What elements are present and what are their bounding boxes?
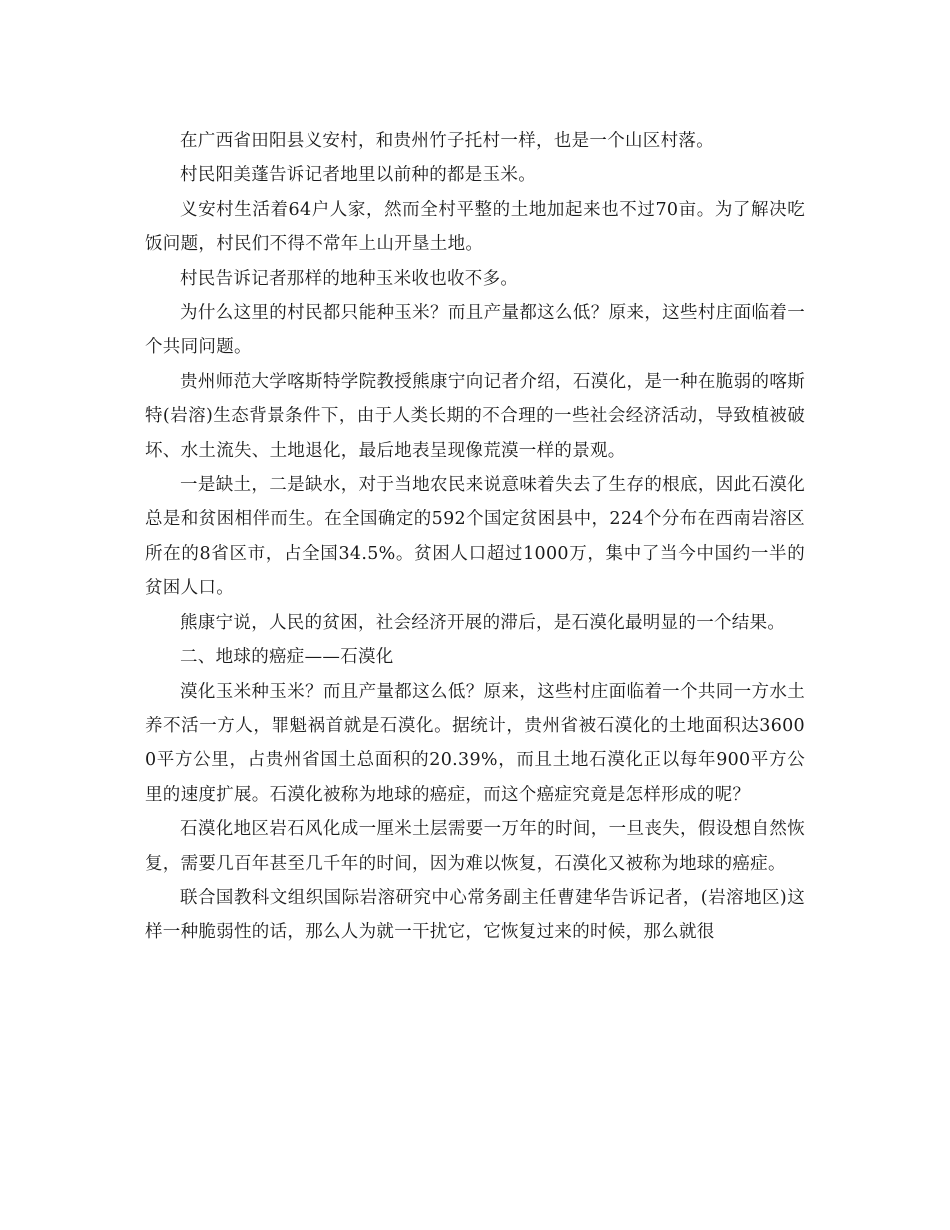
paragraph-low-yield: 村民告诉记者那样的地种玉米收也收不多。 [180, 268, 519, 289]
paragraph-rocky-desertification-definition: 贵州师范大学喀斯特学院教授熊康宁向记者介绍，石漠化，是一种在脆弱的喀斯特(岩溶)生态背景条件下，由于人类长期的不合理的一些社会经济活动，导致植被破坏、水土流失、土地退化，最后地表呈现像荒漠一样的景观。 [145, 371, 805, 461]
document-body [145, 124, 805, 950]
paragraph-unesco-karst-center: 联合国教科文组织国际岩溶研究中心常务副主任曹建华告诉记者，(岩溶地区)这样一种脆弱性的话，那么人为就一干扰它，它恢复过来的时候，那么就很 [145, 887, 805, 943]
paragraph-poverty-result: 熊康宁说，人民的贫困，社会经济开展的滞后，是石漠化最明显的一个结果。 [180, 612, 786, 633]
paragraph-yian-village: 在广西省田阳县义安村，和贵州竹子托村一样，也是一个山区村落。 [180, 131, 714, 151]
section-heading-earth-cancer: 二、地球的癌症——石漠化 [180, 647, 394, 668]
paragraph-poverty-statistics: 一是缺土，二是缺水，对于当地农民来说意味着失去了生存的根底，因此石漠化总是和贫困相伴而生。在全国确定的592个国定贫困县中，224个分布在西南岩溶区所在的8省区市，占全国34.5%。贫困人口超过1000万，集中了当今中国约一半的贫困人口。 [145, 475, 805, 599]
paragraph-guizhou-statistics: 漠化玉米种玉米？而且产量都这么低？原来，这些村庄面临着一个共同一方水土养不活一方人，罪魁祸首就是石漠化。据统计，贵州省被石漠化的土地面积达36000平方公里，占贵州省国土总面积的20.39%，而且土地石漠化正以每年900平方公里的速度扩展。石漠化被称为地球的癌症，而这个癌症究竟是怎样形成的呢？ [145, 681, 805, 805]
paragraph-villager-corn: 村民阳美蓬告诉记者地里以前种的都是玉米。 [180, 165, 536, 186]
paragraph-soil-formation: 石漠化地区岩石风化成一厘米土层需要一万年的时间，一旦丧失，假设想自然恢复，需要几百年甚至几千年的时间，因为难以恢复，石漠化又被称为地球的癌症。 [145, 819, 805, 874]
paragraph-common-problem: 为什么这里的村民都只能种玉米？而且产量都这么低？原来，这些村庄面临着一个共同问题。 [145, 303, 805, 358]
paragraph-farmland: 义安村生活着64户人家，然而全村平整的土地加起来也不过70亩。为了解决吃饭问题，村民们不得不常年上山开垦土地。 [145, 199, 805, 255]
